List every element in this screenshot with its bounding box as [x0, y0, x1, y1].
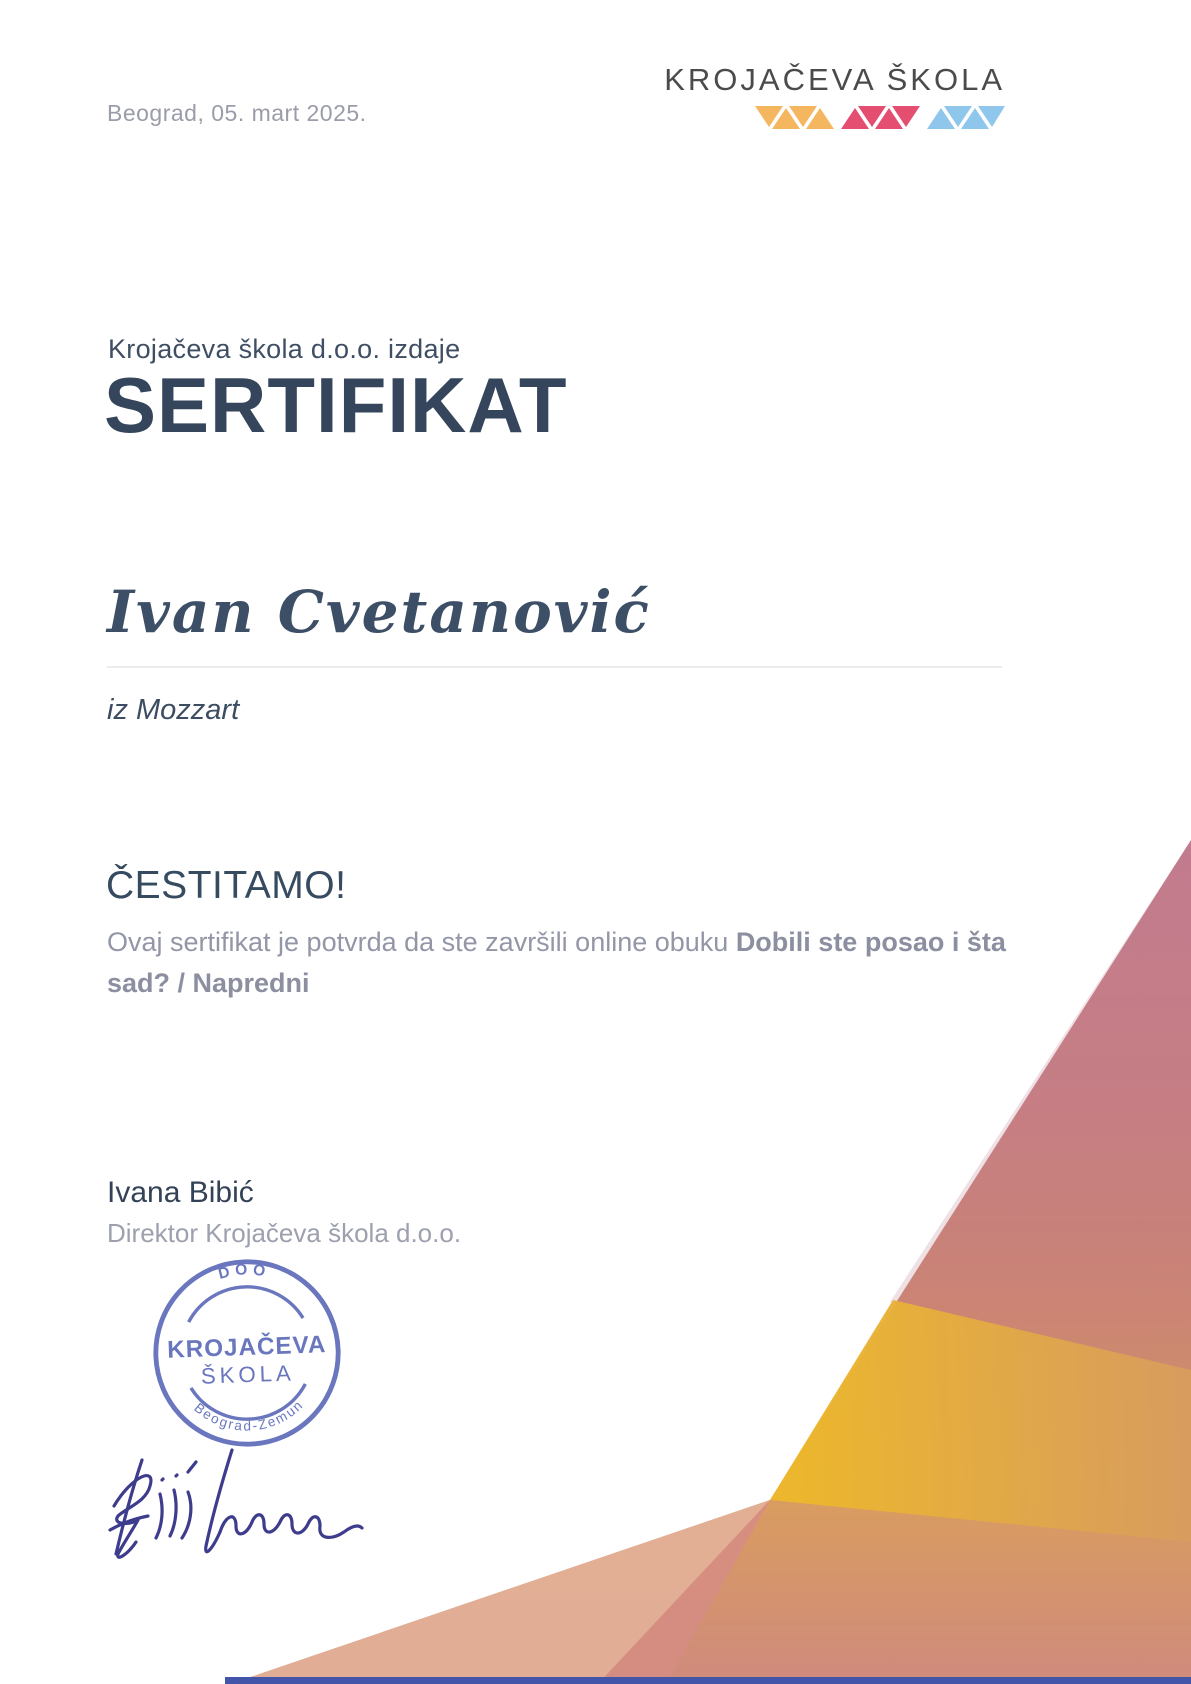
handwritten-signature [104, 1442, 369, 1577]
signatory-role: Direktor Krojačeva škola d.o.o. [107, 1218, 462, 1248]
congrats-body-course-name: Dobili ste posao i šta sad? / Napredni [107, 927, 1006, 998]
logo-triangles-icon [755, 106, 1005, 129]
stamp-text-city: Beograd-Zemun [191, 1396, 307, 1434]
congrats-body [107, 922, 1072, 1004]
company-stamp [145, 1253, 350, 1454]
stamp-text-line1: KROJAČEVA [166, 1331, 327, 1364]
signatory-name: Ivana Bibić [107, 1176, 254, 1209]
recipient-company: iz Mozzart [107, 694, 240, 726]
certificate-title: SERTIFIKAT [104, 361, 568, 449]
school-logo [664, 62, 1005, 129]
stamp-inner-arc-top [187, 1285, 303, 1322]
school-logo-text: KROJAČEVA ŠKOLA [664, 62, 1005, 97]
congrats-title: ČESTITAMO! [106, 864, 347, 907]
date-place: Beograd, 05. mart 2025. [107, 100, 367, 126]
name-underline [107, 666, 1002, 668]
recipient-name: Ivan Cvetanović [107, 578, 651, 646]
congrats-body-regular: Ovaj sertifikat je potvrda da ste završili online obuku [107, 927, 736, 957]
stamp-text-doo: DOO [216, 1261, 272, 1283]
stamp-text-line2: ŠKOLA [200, 1360, 296, 1389]
issuer-line: Krojačeva škola d.o.o. izdaje [108, 334, 461, 364]
